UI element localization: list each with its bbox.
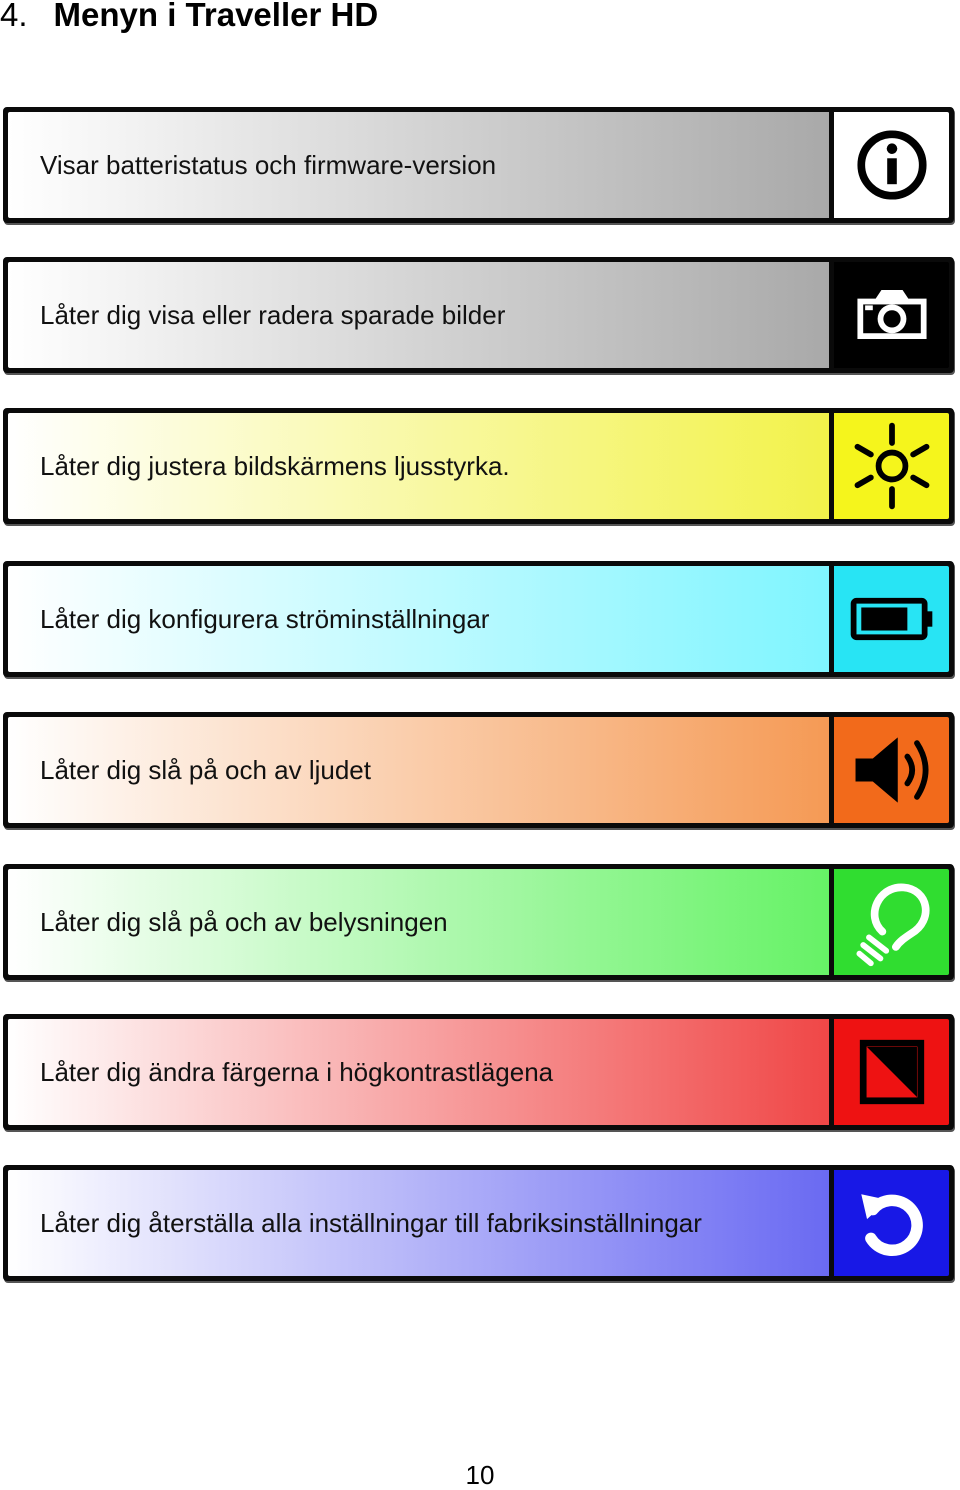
- menu-item-icon-box: [834, 1019, 949, 1125]
- menu-item-label: Låter dig ändra färgerna i högkontrastlägena: [40, 1057, 554, 1087]
- battery-icon: [844, 571, 940, 667]
- menu-item-label: Låter dig justera bildskärmens ljusstyrka.: [40, 451, 510, 481]
- menu-item-brightness[interactable]: [3, 408, 954, 524]
- menu-item-label: Låter dig visa eller radera sparade bilder: [40, 300, 506, 330]
- menu-item-images[interactable]: [3, 257, 954, 373]
- speaker-icon: [844, 722, 940, 818]
- menu-item-info[interactable]: [3, 107, 954, 223]
- menu-item-label: Låter dig slå på och av belysningen: [40, 907, 448, 937]
- menu-item-contrast[interactable]: [3, 1014, 954, 1130]
- menu-item-reset[interactable]: [3, 1165, 954, 1281]
- menu-item-icon-box: [834, 262, 949, 368]
- contrast-icon: [844, 1024, 940, 1120]
- page-number: 10: [465, 1460, 495, 1490]
- heading-number: 4.: [0, 0, 28, 33]
- menu-item-label: Låter dig slå på och av ljudet: [40, 755, 371, 785]
- menu-item-power[interactable]: [3, 561, 954, 677]
- menu-item-label: Visar batteristatus och firmware-version: [40, 150, 497, 180]
- camera-icon: [844, 267, 940, 363]
- heading-title: Menyn i Traveller HD: [53, 0, 379, 33]
- menu-item-sound[interactable]: [3, 712, 954, 828]
- menu-item-icon-box: [834, 112, 949, 218]
- sun-icon: [844, 418, 940, 514]
- menu-item-icon-box: [834, 413, 949, 519]
- menu-item-icon-box: [834, 1170, 949, 1276]
- menu-item-icon-box: [834, 717, 949, 823]
- lightbulb-icon: [844, 874, 940, 970]
- menu-item-icon-box: [834, 566, 949, 672]
- reset-icon: [844, 1175, 940, 1271]
- info-icon: [844, 117, 940, 213]
- menu-item-label: Låter dig konfigurera ströminställningar: [40, 604, 490, 634]
- menu-item-label: Låter dig återställa alla inställningar till fabriksinställningar: [40, 1208, 702, 1238]
- menu-item-icon-box: [834, 869, 949, 975]
- menu-item-light[interactable]: [3, 864, 954, 980]
